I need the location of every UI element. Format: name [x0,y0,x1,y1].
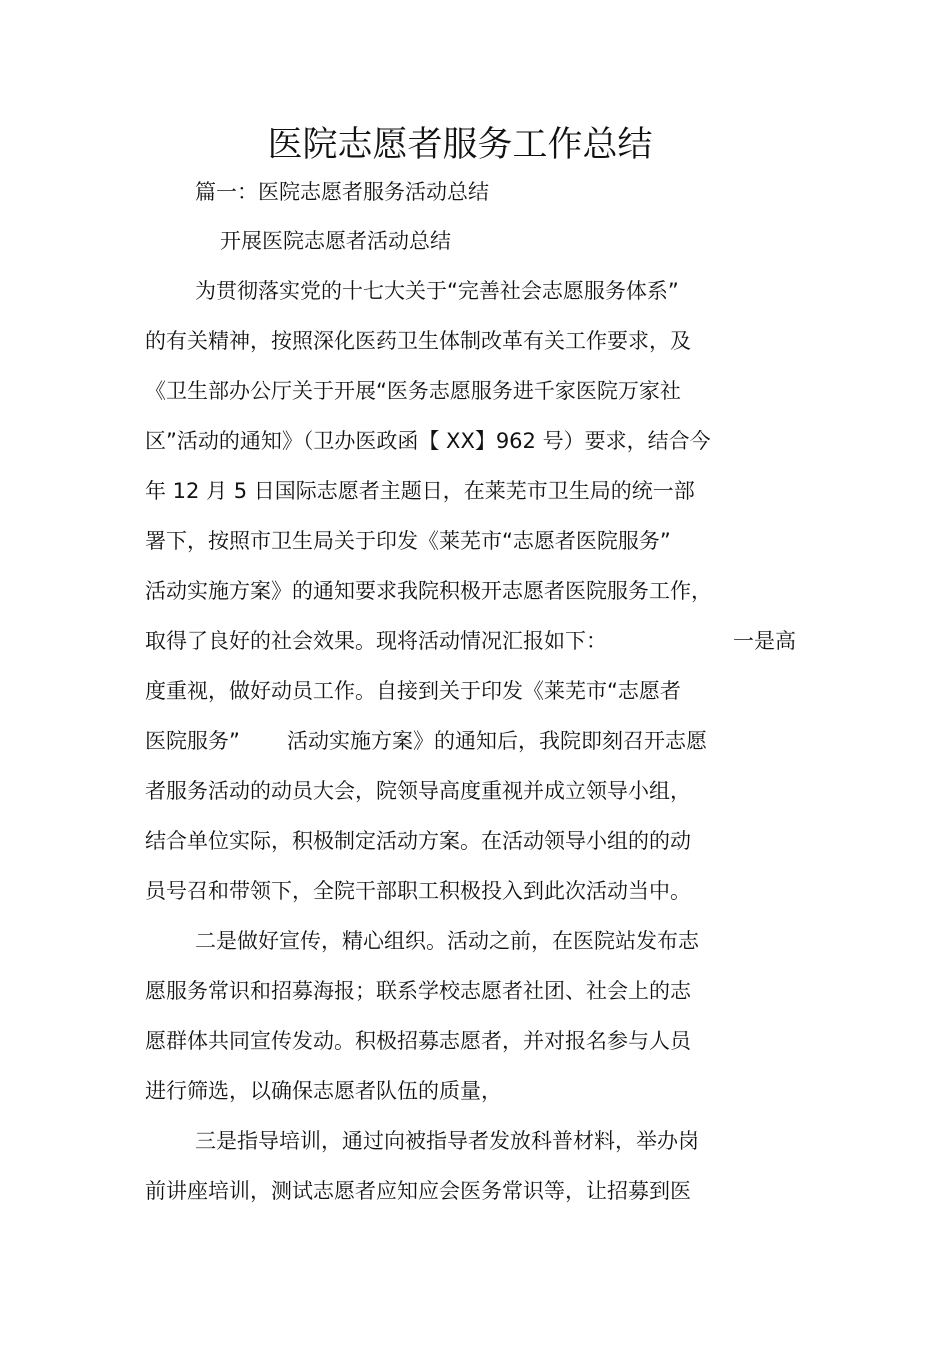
body-line: 愿群体共同宣传发动。积极招募志愿者，并对报名参与人员 [145,1029,691,1053]
body-line: 《卫生部办公厅关于开展“医务志愿服务进千家医院万家社 [145,379,681,403]
body-line: 署下，按照市卫生局关于印发《莱芜市“志愿者医院服务” [145,529,671,553]
body-line: 度重视，做好动员工作。自接到关于印发《莱芜市“志愿者 [145,679,681,703]
body-line: 年 12 月 5 日国际志愿者主题日，在莱芜市卫生局的统一部 [145,479,695,503]
body-line: 结合单位实际，积极制定活动方案。在活动领导小组的的动 [145,829,691,853]
body-line: 三是指导培训，通过向被指导者发放科普材料，举办岗 [195,1129,699,1153]
body-line: 活动实施方案》的通知要求我院积极开志愿者医院服务工作， [145,579,712,603]
document-title: 医院志愿者服务工作总结 [267,125,653,165]
body-line: 活动实施方案》的通知后，我院即刻召开志愿 [287,729,707,753]
body-line: 为贯彻落实党的十七大关于“完善社会志愿服务体系” [195,279,679,303]
subheading: 开展医院志愿者活动总结 [220,229,451,253]
body-line: 取得了良好的社会效果。现将活动情况汇报如下： [145,629,607,653]
body-line: 者服务活动的动员大会，院领导高度重视并成立领导小组， [145,779,691,803]
body-line: 二是做好宣传，精心组织。活动之前，在医院站发布志 [195,929,699,953]
body-line: 区”活动的通知》（卫办医政函【 XX】962 号）要求，结合今 [145,429,711,453]
body-line: 一是高 [733,629,796,653]
body-line: 医院服务” [145,729,240,753]
section-heading: 篇一：医院志愿者服务活动总结 [195,180,489,204]
body-line: 进行筛选，以确保志愿者队伍的质量， [145,1079,502,1103]
body-line: 的有关精神，按照深化医药卫生体制改革有关工作要求，及 [145,329,691,353]
body-line: 员号召和带领下，全院干部职工积极投入到此次活动当中。 [145,879,691,903]
body-line: 愿服务常识和招募海报；联系学校志愿者社团、社会上的志 [145,979,691,1003]
body-line: 前讲座培训，测试志愿者应知应会医务常识等，让招募到医 [145,1179,691,1203]
